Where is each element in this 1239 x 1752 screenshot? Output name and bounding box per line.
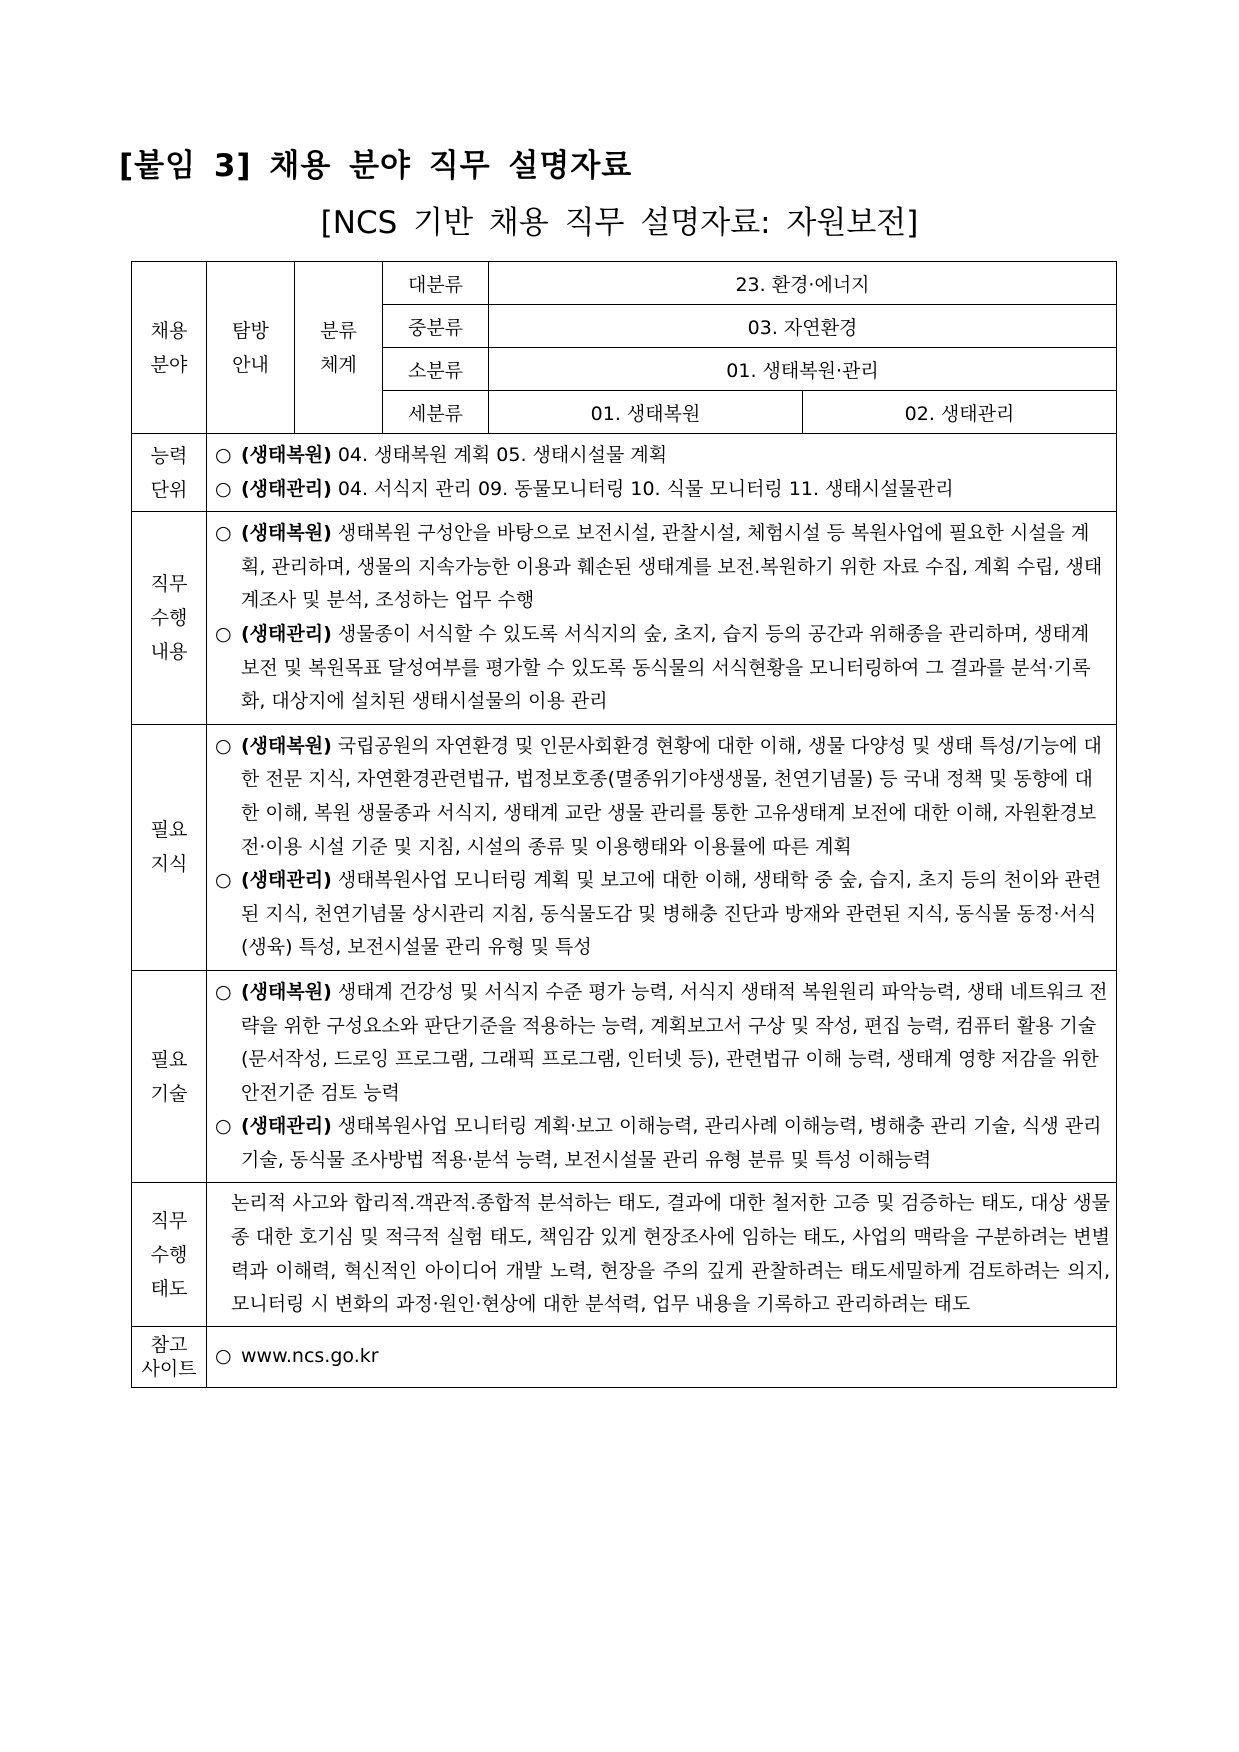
bullet-circle-icon: ○ <box>215 1115 232 1138</box>
knowledge-content <box>207 724 1117 970</box>
field-label-cell <box>132 262 207 434</box>
list-item <box>215 976 1110 1110</box>
duty-label-line3: 내용 <box>150 640 188 663</box>
skills-label-line2: 기술 <box>150 1082 188 1105</box>
system-label-line1: 분류 <box>320 319 357 342</box>
bullet-circle-icon: ○ <box>215 522 232 545</box>
major-class-label: 대분류 <box>383 262 489 305</box>
major-class-value: 23. 환경·에너지 <box>489 262 1117 305</box>
guide-label-cell <box>207 262 295 434</box>
minor-class-value: 01. 생태복원·관리 <box>489 348 1117 391</box>
ability-units-label <box>132 434 207 512</box>
ability-units-content <box>207 434 1117 512</box>
document-subtitle: [NCS 기반 채용 직무 설명자료: 자원보전] <box>320 205 919 241</box>
reference-row <box>132 1326 1117 1387</box>
knowledge-label-line2: 지식 <box>150 853 188 876</box>
item-tag: (생태관리) <box>241 477 332 500</box>
list-item <box>215 1110 1110 1177</box>
bullet-circle-icon: ○ <box>215 869 232 892</box>
skills-content <box>207 970 1117 1183</box>
item-tag: (생태복원) <box>241 980 332 1003</box>
job-description-table <box>131 261 1117 1388</box>
guide-label-line2: 안내 <box>232 353 269 376</box>
list-item <box>215 730 1110 864</box>
reference-label-line2: 사이트 <box>141 1357 197 1380</box>
list-item <box>215 473 1110 507</box>
knowledge-label <box>132 724 207 970</box>
document-title: [붙임 3] 채용 분야 직무 설명자료 <box>119 148 633 184</box>
attitude-label-line3: 태도 <box>150 1277 188 1300</box>
bullet-circle-icon: ○ <box>215 734 232 757</box>
middle-class-value: 03. 자연환경 <box>489 305 1117 348</box>
knowledge-row <box>132 724 1117 970</box>
item-text: 04. 서식지 관리 09. 동물모니터링 10. 식물 모니터링 11. 생태시설물관리 <box>331 477 954 500</box>
duty-label-line2: 수행 <box>150 606 188 629</box>
item-text: 04. 생태복원 계획 05. 생태시설물 계획 <box>331 444 668 466</box>
item-text: 생태계 건강성 및 서식지 수준 평가 능력, 서식지 생태적 복원원리 파악능력, 생태 네트워크 전략을 위한 구성요소와 판단기준을 적용하는 능력, 계획보고서 구상 및 작성, 편집 능력, 컴퓨터 활용 기술(문서작성, 드로잉 프로그램, 그래픽 프로그램, 인터넷 등), 관련법규 이해 능력, 생태계 영향 저감을 위한 안전기준 검토 능력 <box>241 980 1108 1104</box>
reference-label <box>132 1326 207 1387</box>
duty-content-label <box>132 512 207 725</box>
item-tag: (생태관리) <box>241 869 332 892</box>
item-text: 생태복원사업 모니터링 계획·보고 이해능력, 관리사례 이해능력, 병해충 관리 기술, 식생 관리기술, 동식물 조사방법 적용·분석 능력, 보전시설물 관리 유형 분류 및 특성 이해능력 <box>241 1115 1102 1171</box>
ability-units-row <box>132 434 1117 512</box>
skills-row <box>132 970 1117 1183</box>
system-label-line2: 체계 <box>320 353 357 376</box>
duty-content-row <box>132 512 1117 725</box>
detail-class-label: 세분류 <box>383 391 489 434</box>
skills-label <box>132 970 207 1183</box>
list-item <box>215 864 1110 965</box>
system-label-cell <box>295 262 383 434</box>
reference-label-line1: 참고 <box>150 1333 188 1356</box>
attitude-label-line1: 직무 <box>150 1209 188 1232</box>
item-tag: (생태복원) <box>241 734 332 757</box>
field-label-line1: 채용 <box>150 319 188 342</box>
list-item <box>215 1340 1110 1374</box>
list-item <box>215 618 1110 719</box>
item-tag: (생태복원) <box>241 444 332 466</box>
guide-label-line1: 탐방 <box>232 319 269 342</box>
detail-class-value-1: 01. 생태복원 <box>489 391 803 434</box>
item-text: 생태복원 구성안을 바탕으로 보전시설, 관찰시설, 체험시설 등 복원사업에 필요한 시설을 계획, 관리하며, 생물의 지속가능한 이용과 훼손된 생태계를 보전.복원하기 위한 자료 수집, 계획 수립, 생태계조사 및 분석, 조성하는 업무 수행 <box>241 522 1103 612</box>
list-item <box>215 517 1110 618</box>
bullet-circle-icon: ○ <box>215 1345 232 1368</box>
bullet-circle-icon: ○ <box>215 622 232 645</box>
reference-content <box>207 1326 1117 1387</box>
detail-class-value-2: 02. 생태관리 <box>803 391 1117 434</box>
ability-units-label-line1: 능력 <box>150 444 188 467</box>
classification-row-major <box>132 262 1117 305</box>
item-tag: (생태관리) <box>241 1115 332 1138</box>
item-tag: (생태복원) <box>241 522 332 545</box>
middle-class-label: 중분류 <box>383 305 489 348</box>
item-text: 생태복원사업 모니터링 계획 및 보고에 대한 이해, 생태학 중 숲, 습지, 초지 등의 천이와 관련된 지식, 천연기념물 상시관리 지침, 동식물도감 및 병해충 진단과 방재와 관련된 지식, 동식물 동정·서식(생육) 특성, 보전시설물 관리 유형 및 특성 <box>241 869 1102 959</box>
knowledge-label-line1: 필요 <box>150 819 188 842</box>
bullet-circle-icon: ○ <box>215 980 232 1003</box>
reference-link[interactable]: www.ncs.go.kr <box>241 1345 379 1368</box>
bullet-circle-icon: ○ <box>215 444 232 466</box>
attitude-row <box>132 1183 1117 1326</box>
ability-units-label-line2: 단위 <box>150 478 188 501</box>
item-text: 생물종이 서식할 수 있도록 서식지의 숲, 초지, 습지 등의 공간과 위해종을 관리하며, 생태계 보전 및 복원목표 달성여부를 평가할 수 있도록 동식물의 서식현황을 모니터링하여 그 결과를 분석·기록화, 대상지에 설치된 생태시설물의 이용 관리 <box>241 622 1091 713</box>
item-text: 국립공원의 자연환경 및 인문사회환경 현황에 대한 이해, 생물 다양성 및 생태 특성/기능에 대한 전문 지식, 자연환경관련법규, 법정보호종(멸종위기야생생물, 천연기념물) 등 국내 정책 및 동향에 대한 이해, 복원 생물종과 서식지, 생태계 교란 생물 관리를 통한 고유생태계 보전에 대한 이해, 자원환경보전·이용 시설 기준 및 지침, 시설의 종류 및 이용행태와 이용률에 따른 계획 <box>241 734 1102 858</box>
duty-label-line1: 직무 <box>150 572 188 595</box>
attitude-label <box>132 1183 207 1326</box>
field-label-line2: 분야 <box>150 353 188 376</box>
minor-class-label: 소분류 <box>383 348 489 391</box>
list-item <box>215 439 1110 473</box>
attitude-content: 논리적 사고와 합리적.객관적.종합적 분석하는 태도, 결과에 대한 철저한 고증 및 검증하는 태도, 대상 생물종 대한 호기심 및 적극적 실험 태도, 책임감 있게 현장조사에 임하는 태도, 사업의 맥락을 구분하려는 변별력과 이해력, 혁신적인 아이디어 개발 노력, 현장을 주의 깊게 관찰하려는 태도세밀하게 검토하려는 의지, 모니터링 시 변화의 과정·원인·현상에 대한 분석력, 업무 내용을 기록하고 관리하려는 태도 <box>207 1183 1117 1326</box>
duty-content <box>207 512 1117 725</box>
bullet-circle-icon: ○ <box>215 477 232 500</box>
skills-label-line1: 필요 <box>150 1048 188 1071</box>
attitude-label-line2: 수행 <box>150 1243 188 1266</box>
item-tag: (생태관리) <box>241 622 332 645</box>
